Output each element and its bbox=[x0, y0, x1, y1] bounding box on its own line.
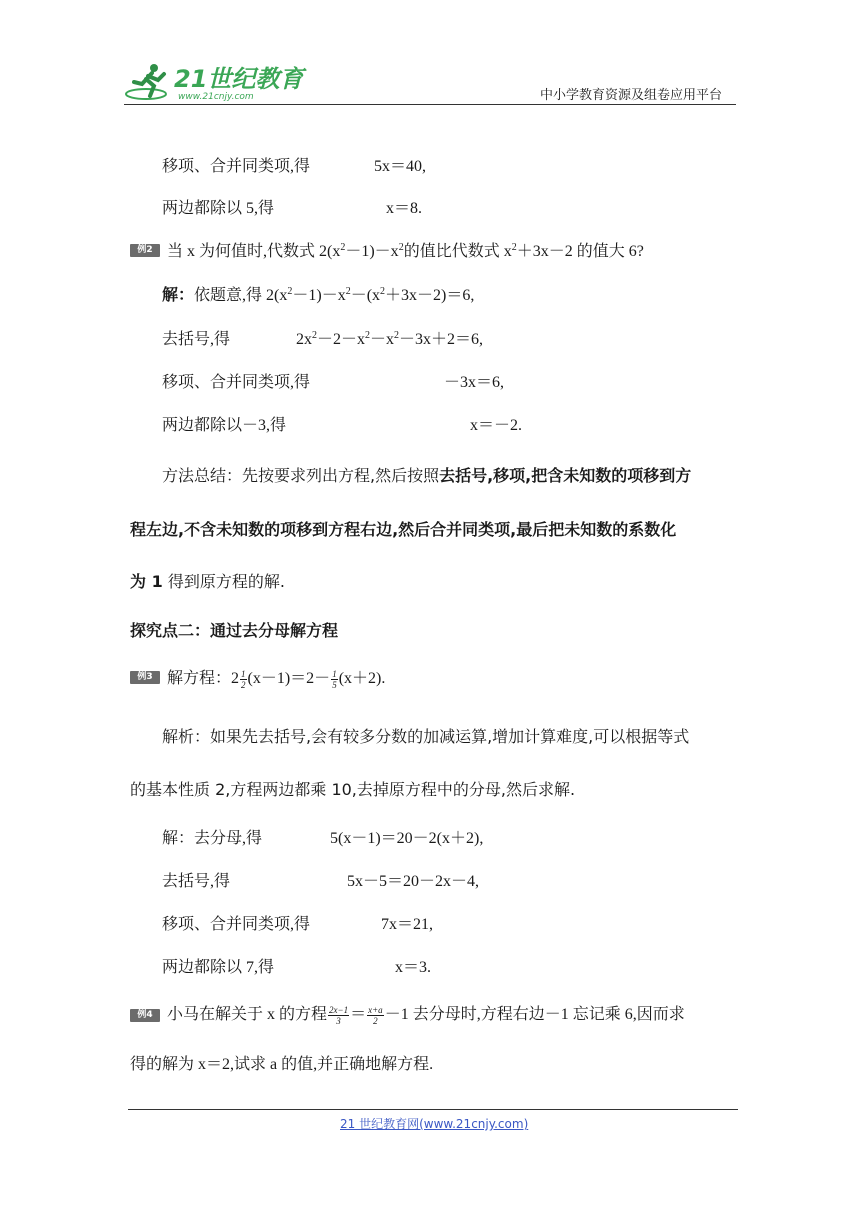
platform-title: 中小学教育资源及组卷应用平台 bbox=[540, 87, 723, 102]
method-summary-line3: 为 1 得到原方程的解. bbox=[130, 572, 285, 591]
ex3-step3-expr: 7x＝21, bbox=[381, 916, 434, 933]
fraction: $\frac{2x-1}{3}$ bbox=[329, 1005, 349, 1026]
example4-badge: 例4 bbox=[130, 1009, 160, 1022]
example3-badge: 例3 bbox=[130, 671, 160, 684]
line2-expr: x＝8. bbox=[386, 200, 423, 217]
solution-line3-expr: －3x＝6, bbox=[444, 374, 505, 391]
ex3-step4-expr: x＝3. bbox=[395, 959, 432, 976]
header-divider bbox=[124, 104, 736, 105]
solution-line4-expr: x＝－2. bbox=[470, 417, 523, 434]
line2-label: 两边都除以 5,得 bbox=[162, 200, 275, 217]
solution-line3-label: 移项、合并同类项,得 bbox=[162, 374, 311, 391]
example4-question-line1: 小马在解关于 x 的方程 $\frac{2x-1}{3}$ ＝ $\frac{x+a}{2}$ －1 去分母时,方程右边－1 忘记乘 6,因而求 bbox=[167, 1005, 685, 1026]
method-summary-line2: 程左边,不含未知数的项移到方程右边,然后合并同类项,最后把未知数的系数化 bbox=[130, 520, 677, 539]
fraction: $\frac{1}{5}$ bbox=[332, 669, 337, 690]
analysis-line1: 解析：如果先去括号,会有较多分数的加减运算,增加计算难度,可以根据等式 bbox=[162, 727, 690, 746]
ex3-step4-label: 两边都除以 7,得 bbox=[162, 959, 275, 976]
analysis-line2: 的基本性质 2,方程两边都乘 10,去掉原方程中的分母,然后求解. bbox=[130, 780, 576, 799]
footer-link[interactable]: 21 世纪教育网(www.21cnjy.com) bbox=[340, 1117, 529, 1131]
ex3-step2-label: 去括号,得 bbox=[162, 873, 231, 890]
ex3-step3-label: 移项、合并同类项,得 bbox=[162, 916, 311, 933]
method-summary-line1: 方法总结：先按要求列出方程,然后按照去括号,移项,把含未知数的项移到方 bbox=[162, 466, 692, 485]
solution-line1: 解：依题意,得 $2(x^2-1)-x^2-(x^2+3x-2)=6$, bbox=[162, 286, 475, 304]
fraction: $\frac{x+a}{2}$ bbox=[368, 1005, 383, 1026]
logo-url: www.21cnjy.com bbox=[178, 92, 254, 102]
line1-expr: 5x＝40, bbox=[374, 158, 427, 175]
line1-label: 移项、合并同类项,得 bbox=[162, 158, 311, 175]
example2-badge: 例2 bbox=[130, 244, 160, 257]
logo bbox=[124, 60, 304, 104]
example2-question: 当 x 为何值时,代数式 $2(x^2-1)-x^2$的值比代数式 $x^2+3x-2$ 的值大 6? bbox=[167, 242, 644, 260]
ex3-step2-expr: 5x－5＝20－2x－4, bbox=[347, 873, 480, 890]
footer-divider bbox=[128, 1109, 738, 1110]
runner-logo-icon bbox=[124, 60, 176, 104]
example4-question-line2: 得的解为 x＝2,试求 a 的值,并正确地解方程. bbox=[130, 1056, 434, 1073]
ex3-step1-expr: 5(x－1)＝20－2(x＋2), bbox=[330, 830, 484, 847]
logo-text: 21世纪教育 bbox=[174, 65, 304, 93]
fraction: $\frac{1}{2}$ bbox=[241, 669, 246, 690]
ex3-step1-label: 解：去分母,得 bbox=[162, 830, 263, 847]
solution-line2-expr: $2x^2-2-x^2-x^2-3x+2=6$, bbox=[296, 330, 484, 348]
solution-line2-label: 去括号,得 bbox=[162, 331, 231, 348]
solution-line4-label: 两边都除以－3,得 bbox=[162, 417, 287, 434]
example3-question: 解方程：2 $\frac{1}{2}$ (x－1)＝2－ $\frac{1}{5}$ (x＋2). bbox=[167, 669, 386, 690]
section-heading: 探究点二：通过去分母解方程 bbox=[130, 621, 339, 640]
